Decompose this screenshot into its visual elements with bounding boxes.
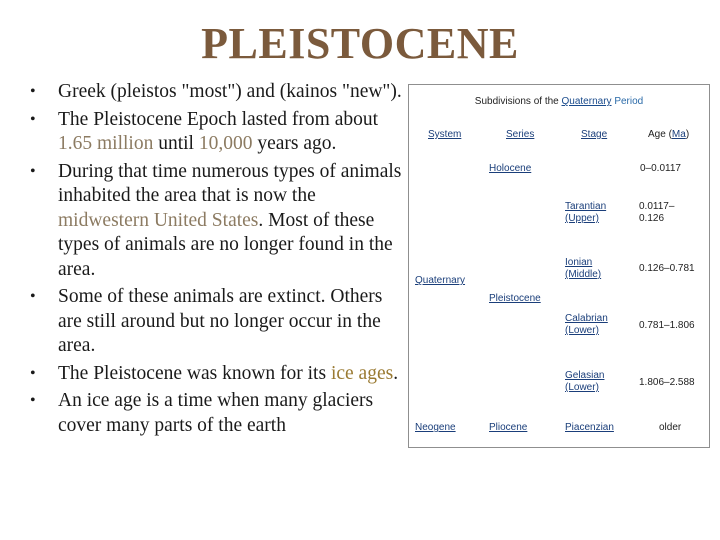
caption-text: Subdivisions of the [474,96,562,107]
header-stage[interactable]: Stage [581,129,608,140]
bullet-text: The Pleistocene was known for its [58,362,331,384]
bullet-dot-icon: • [30,364,36,382]
bullet-item [30,108,410,157]
neogene-age: older [659,422,682,433]
bullet-text: midwestern United States [58,209,259,231]
stage-gelasian-age: 1.806–2.588 [639,377,695,388]
stage-calabrian-age: 0.781–1.806 [639,320,695,331]
series-pleistocene[interactable]: Pleistocene [489,293,541,304]
header-age: Age (Ma) [648,129,690,140]
bullet-text: During that time numerous types of animals inhabited the area that is now the [58,160,402,206]
bullet-item [30,160,410,283]
bullet-dot-icon: • [30,83,36,100]
bullet-item [30,362,410,387]
bullet-text: 10,000 [198,133,253,154]
bullet-text: Greek (pleistos "most") and (kainos "new"). [58,81,402,102]
bullet-text: years ago. [252,133,337,154]
holocene-age: 0–0.0117 [640,163,681,174]
quaternary-subdivisions-table [408,84,710,448]
bullet-item [30,285,410,359]
header-system[interactable]: System [428,129,462,140]
stage-piacenzian[interactable]: Piacenzian [565,422,614,433]
ma-link[interactable]: Ma [671,129,686,140]
bullet-text: Some of these animals are extinct. Others are still around but no longer occur in the area. [58,286,383,356]
bullet-dot-icon: • [30,110,36,128]
stage-tarantian[interactable]: Tarantian (Upper) [565,201,607,224]
bullet-text: . Most of these types of animals are no longer found in the area. [58,209,393,280]
bullet-dot-icon: • [30,392,36,409]
system-neogene[interactable]: Neogene [415,422,456,433]
table-caption [409,96,709,107]
stage-calabrian[interactable]: Calabrian (Lower) [565,313,608,336]
slide-title: PLEISTOCENE [201,19,519,68]
series-pliocene[interactable]: Pliocene [489,422,528,433]
bullet-item [30,389,410,438]
bullet-text: . [393,362,399,384]
bullet-text: An ice age is a time when many glaciers cover many parts of the earth [58,390,374,436]
stage-tarantian-age: 0.0117– 0.126 [639,201,675,224]
stage-ionian-age: 0.126–0.781 [639,263,695,274]
bullet-list [30,80,410,441]
bullet-item [30,80,410,105]
system-quaternary[interactable]: Quaternary [415,275,466,286]
bullet-text: ice ages [330,362,394,384]
bullet-text: The Pleistocene Epoch lasted from about [58,108,379,130]
header-series[interactable]: Series [506,129,535,140]
bullet-text: 1.65 million [58,133,154,154]
stage-ionian[interactable]: Ionian (Middle) [565,257,602,280]
stage-gelasian[interactable]: Gelasian (Lower) [565,370,605,393]
bullet-dot-icon: • [30,162,36,180]
period-link[interactable]: Period [614,96,644,107]
quaternary-link[interactable]: Quaternary [561,96,612,107]
bullet-dot-icon: • [30,288,36,305]
bullet-text: until [153,133,199,154]
series-holocene[interactable]: Holocene [489,163,532,174]
